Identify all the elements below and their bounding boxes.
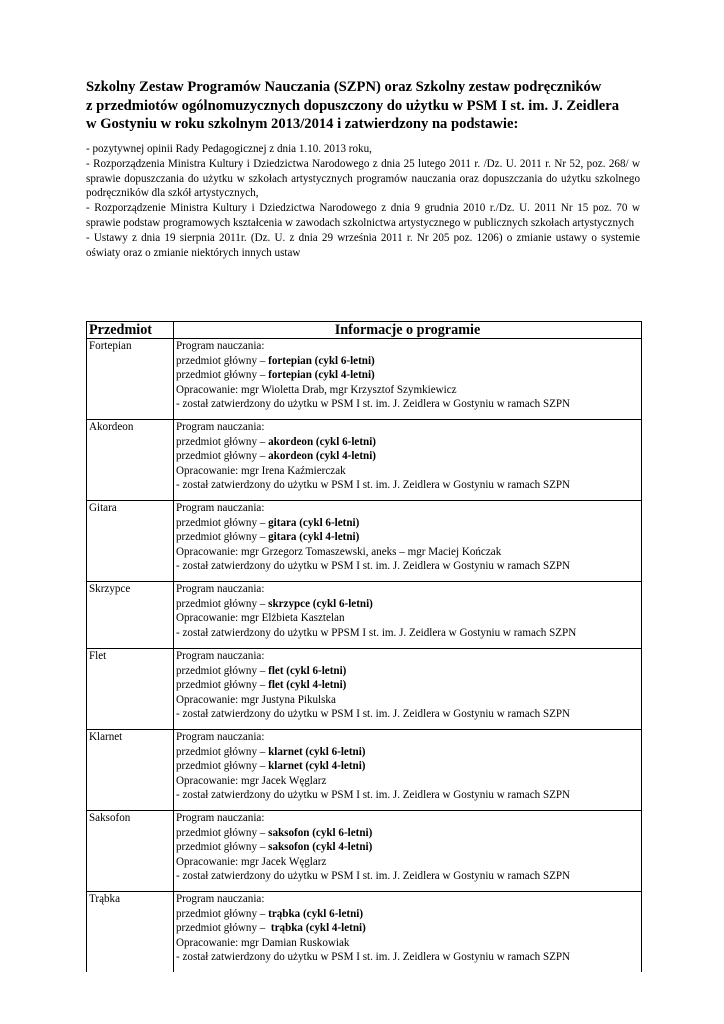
title-line-1: Szkolny Zestaw Programów Nauczania (SZPN) oraz Szkolny zestaw podręczników xyxy=(86,79,602,95)
subject-cell: Fortepian xyxy=(87,339,174,420)
main-subject-prefix: przedmiot główny – xyxy=(176,826,269,839)
table-header-row xyxy=(87,322,642,339)
table-row xyxy=(87,339,642,420)
main-subject-line xyxy=(176,840,639,855)
main-subject-name: fortepian (cykl 4-letni) xyxy=(268,369,375,382)
main-subject-name: gitara (cykl 4-letni) xyxy=(268,531,360,544)
main-subject-prefix: przedmiot główny – xyxy=(176,369,269,382)
main-subject-prefix: przedmiot główny – xyxy=(176,516,269,529)
title-line-2: z przedmiotów ogólnomuzycznych dopuszczony do użytku w PSM I st. im. J. Zeidlera xyxy=(86,97,620,114)
info-cell xyxy=(174,730,642,811)
table-row xyxy=(87,582,642,649)
main-subject-line xyxy=(176,368,639,383)
main-subject-name: flet (cykl 6-letni) xyxy=(268,664,347,677)
subject-cell: Gitara xyxy=(87,501,174,582)
approval-line: - został zatwierdzony do użytku w PSM I st. im. J. Zeidlera w Gostyniu w ramach SZPN xyxy=(176,870,571,883)
author-line: Opracowanie: mgr Jacek Węglarz xyxy=(176,774,327,787)
main-subject-name: akordeon (cykl 4-letni) xyxy=(268,450,376,463)
info-cell xyxy=(174,582,642,649)
main-subject-name: skrzypce (cykl 6-letni) xyxy=(268,597,373,610)
main-subject-name: saksofon (cykl 4-letni) xyxy=(268,841,373,854)
subject-cell: Akordeon xyxy=(87,420,174,501)
main-subject-name: trąbka (cykl 4-letni) xyxy=(270,922,366,935)
author-line: Opracowanie: mgr Wioletta Drab, mgr Krzysztof Szymkiewicz xyxy=(176,383,457,396)
info-cell xyxy=(174,420,642,501)
author-line: Opracowanie: mgr Irena Kaźmierczak xyxy=(176,464,346,477)
table-row xyxy=(87,730,642,811)
info-cell xyxy=(174,339,642,420)
main-subject-line xyxy=(176,678,639,693)
subject-cell: Klarnet xyxy=(87,730,174,811)
main-subject-prefix: przedmiot główny – xyxy=(176,679,269,692)
approval-line: - został zatwierdzony do użytku w PSM I st. im. J. Zeidlera w Gostyniu w ramach SZPN xyxy=(176,708,571,721)
approval-line: - został zatwierdzony do użytku w PSM I st. im. J. Zeidlera w Gostyniu w ramach SZPN xyxy=(176,479,571,492)
main-subject-prefix: przedmiot główny – xyxy=(176,760,269,773)
title-line-3: w Gostyniu w roku szkolnym 2013/2014 i zatwierdzony na podstawie: xyxy=(86,116,519,132)
main-subject-line xyxy=(176,435,639,450)
legal-basis-list xyxy=(86,142,640,260)
program-label: Program nauczania: xyxy=(176,812,265,824)
main-subject-name: saksofon (cykl 6-letni) xyxy=(268,826,373,839)
main-subject-prefix: przedmiot główny – xyxy=(176,745,269,758)
main-subject-line xyxy=(176,597,639,612)
author-line: Opracowanie: mgr Elżbieta Kasztelan xyxy=(176,612,345,625)
main-subject-name: fortepian (cykl 6-letni) xyxy=(268,354,375,367)
main-subject-line xyxy=(176,826,639,841)
info-cell xyxy=(174,501,642,582)
main-subject-line xyxy=(176,921,639,936)
main-subject-prefix: przedmiot główny – xyxy=(176,435,269,448)
author-line: Opracowanie: mgr Damian Ruskowiak xyxy=(176,936,350,949)
main-subject-prefix: przedmiot główny – xyxy=(176,841,269,854)
main-subject-name: akordeon (cykl 6-letni) xyxy=(268,435,376,448)
programs-table-wrapper xyxy=(86,321,641,972)
main-subject-name: klarnet (cykl 6-letni) xyxy=(268,745,366,758)
program-label: Program nauczania: xyxy=(176,731,265,743)
subject-cell: Trąbka xyxy=(87,892,174,973)
main-subject-line xyxy=(176,354,639,369)
main-subject-name: klarnet (cykl 4-letni) xyxy=(268,760,366,773)
legal-basis-item: - Ustawy z dnia 19 sierpnia 2011r. (Dz. U. z dnia 29 września 2011 r. Nr 205 poz. 1206) o zmianie ustawy o systemie oświaty oraz o zmianie niektórych innych ustaw xyxy=(86,231,640,259)
author-line: Opracowanie: mgr Jacek Węglarz xyxy=(176,855,327,868)
table-row xyxy=(87,420,642,501)
main-subject-prefix: przedmiot główny – xyxy=(176,664,269,677)
subject-cell: Saksofon xyxy=(87,811,174,892)
main-subject-prefix: przedmiot główny – xyxy=(176,907,269,920)
main-subject-line xyxy=(176,907,639,922)
approval-line: - został zatwierdzony do użytku w PSM I st. im. J. Zeidlera w Gostyniu w ramach SZPN xyxy=(176,951,571,964)
main-subject-line xyxy=(176,516,639,531)
main-subject-line xyxy=(176,745,639,760)
table-row xyxy=(87,501,642,582)
main-subject-line xyxy=(176,449,639,464)
table-row xyxy=(87,649,642,730)
main-subject-prefix: przedmiot główny – xyxy=(176,597,269,610)
main-subject-line xyxy=(176,664,639,679)
main-subject-prefix: przedmiot główny – xyxy=(176,922,271,935)
legal-basis-item: - pozytywnej opinii Rady Pedagogicznej z dnia 1.10. 2013 roku, xyxy=(86,143,372,155)
program-label: Program nauczania: xyxy=(176,421,265,433)
main-subject-line xyxy=(176,530,639,545)
program-label: Program nauczania: xyxy=(176,583,265,595)
legal-basis-item: - Rozporządzenie Ministra Kultury i Dziedzictwa Narodowego z dnia 9 grudnia 2010 r./Dz. U. 2011 Nr 15 poz. 70 w sprawie podstaw programowych kształcenia w zawodach szkolnictwa artystycznego w publicznych szkołach artystycznych xyxy=(86,202,640,229)
info-cell xyxy=(174,892,642,973)
main-subject-name: trąbka (cykl 6-letni) xyxy=(268,907,364,920)
program-label: Program nauczania: xyxy=(176,650,265,662)
info-cell xyxy=(174,649,642,730)
subject-cell: Skrzypce xyxy=(87,582,174,649)
header-subject: Przedmiot xyxy=(87,322,174,339)
approval-line: - został zatwierdzony do użytku w PSM I st. im. J. Zeidlera w Gostyniu w ramach SZPN xyxy=(176,560,571,573)
header-info: Informacje o programie xyxy=(174,322,642,339)
main-subject-line xyxy=(176,759,639,774)
main-subject-name: flet (cykl 4-letni) xyxy=(268,679,347,692)
program-label: Program nauczania: xyxy=(176,340,265,352)
program-label: Program nauczania: xyxy=(176,502,265,514)
main-subject-prefix: przedmiot główny – xyxy=(176,531,269,544)
programs-table xyxy=(86,321,642,972)
approval-line: - został zatwierdzony do użytku w PPSM I st. im. J. Zeidlera w Gostyniu w ramach SZPN xyxy=(176,626,577,639)
subject-cell: Flet xyxy=(87,649,174,730)
document-title xyxy=(86,78,646,134)
table-row xyxy=(87,811,642,892)
main-subject-name: gitara (cykl 6-letni) xyxy=(268,516,360,529)
main-subject-prefix: przedmiot główny – xyxy=(176,354,269,367)
program-label: Program nauczania: xyxy=(176,893,265,905)
legal-basis-item: - Rozporządzenia Ministra Kultury i Dziedzictwa Narodowego z dnia 25 lutego 2011 r. /Dz. U. 2011 r. Nr 52, poz. 268/ w sprawie dopuszczania do użytku w szkołach artystycznych programów nauczania oraz dopuszczania do użytku szkolnego podręczników dla szkół artystycznych, xyxy=(86,157,640,200)
main-subject-prefix: przedmiot główny – xyxy=(176,450,269,463)
approval-line: - został zatwierdzony do użytku w PSM I st. im. J. Zeidlera w Gostyniu w ramach SZPN xyxy=(176,398,571,411)
info-cell xyxy=(174,811,642,892)
approval-line: - został zatwierdzony do użytku w PSM I st. im. J. Zeidlera w Gostyniu w ramach SZPN xyxy=(176,789,571,802)
author-line: Opracowanie: mgr Grzegorz Tomaszewski, aneks – mgr Maciej Kończak xyxy=(176,545,502,558)
author-line: Opracowanie: mgr Justyna Pikulska xyxy=(176,693,336,706)
table-row xyxy=(87,892,642,973)
